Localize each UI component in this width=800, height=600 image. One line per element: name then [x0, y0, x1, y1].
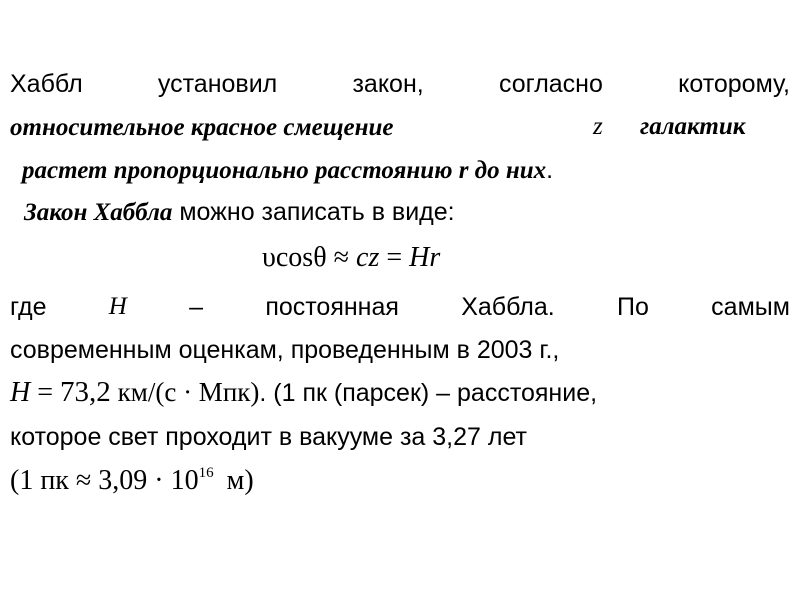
word: закон, — [352, 70, 424, 98]
cos-function: cos — [275, 242, 314, 273]
constant-line-2: современным оценкам, проведенным в 2003 г., — [10, 336, 560, 364]
word: Хаббл — [10, 70, 83, 98]
hubble-formula — [262, 243, 440, 273]
equals-sign: = — [37, 377, 53, 408]
hubble-law-term: Закон Хаббла — [24, 199, 173, 226]
parsec-open: (1 пк — [10, 465, 69, 496]
word: которому, — [678, 70, 790, 98]
word: самым — [711, 293, 790, 321]
hubble-constant-symbol: H — [409, 242, 430, 273]
approx-sign: ≈ — [75, 465, 92, 496]
galaxies-term: галактик — [640, 113, 746, 140]
redshift-symbol: z — [593, 113, 603, 140]
hubble-constant-unit: км/(с · Мпк) — [117, 377, 260, 407]
speed-of-light-symbol: c — [356, 242, 369, 273]
parsec-definition-start: . (1 пк (парсек) – расстояние, — [259, 379, 598, 407]
word: По — [617, 293, 649, 321]
word: постоянная — [265, 293, 399, 321]
approx-sign: ≈ — [333, 242, 349, 273]
word: – — [189, 293, 204, 321]
intro-line-1 — [10, 69, 790, 99]
parsec-value: 3,09 · 10 — [98, 465, 199, 496]
redshift-symbol: z — [368, 242, 380, 273]
word: Хаббла. — [461, 293, 555, 321]
parsec-close: м) — [226, 465, 254, 496]
hubble-constant-symbol: H — [108, 293, 127, 320]
theta-symbol: θ — [313, 242, 327, 273]
word: где — [10, 293, 47, 321]
equals-sign: = — [386, 242, 403, 273]
intro-line-3 — [22, 155, 553, 186]
word: согласно — [498, 70, 603, 98]
proportionality-statement: растет пропорционально расстоянию r до них — [22, 157, 547, 184]
distance-symbol: r — [429, 242, 441, 273]
period: . — [546, 156, 554, 184]
parsec-exponent: 16 — [198, 465, 214, 481]
constant-line-3 — [10, 377, 597, 408]
parsec-value-line — [10, 466, 254, 496]
law-intro — [24, 197, 455, 228]
word: установил — [157, 70, 278, 98]
law-intro-text: можно записать в виде: — [179, 198, 455, 226]
constant-line-4: которое свет проходит в вакууме за 3,27 лет — [10, 423, 527, 451]
constant-line-1 — [10, 292, 790, 322]
redshift-term: относительное красное смещение — [10, 114, 394, 141]
hubble-constant-symbol: H — [10, 377, 31, 408]
intro-line-2 — [10, 112, 394, 143]
velocity-symbol: υ — [262, 242, 276, 273]
hubble-constant-value: 73,2 — [59, 376, 111, 408]
